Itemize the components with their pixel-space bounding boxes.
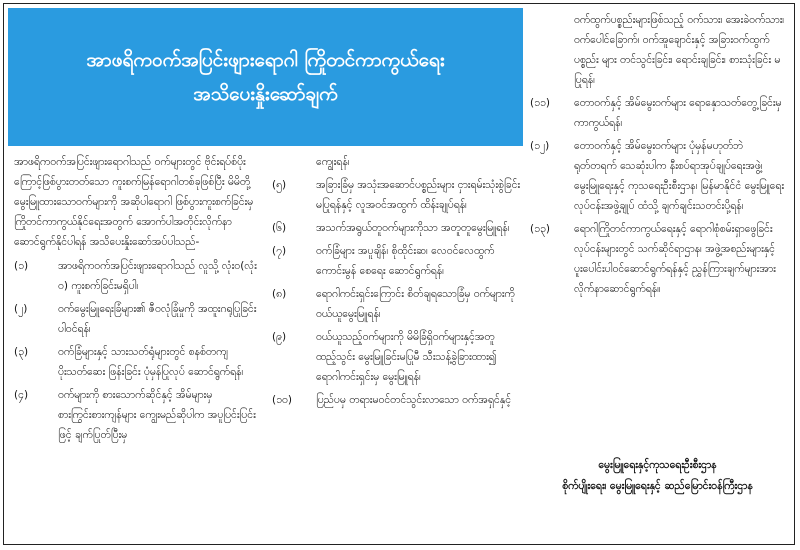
item-number: (၇) bbox=[272, 245, 287, 257]
intro-paragraph: အာဖရိကဝက်အပြင်းဖျားရောဂါသည် ဝက်များတွင် ဗိုင်းရပ်စ်ပိုး ကြောင့်ဖြစ်ပွားတတ်သော ကူးစက်မြန်ရောဂါတစ်ခုဖြစ်ပြီး မိမိတို့ မွေးမြူထားသောဝက်များကို အဆိုပါရောဂါ ဖြစ်ပွားကူးစက်ခြင်းမှ ကြိုတင်ကာကွယ်နိုင်ရေးအတွက် အောက်ပါအတိုင်းလိုက်နာ ဆောင်ရွက်နိုင်ပါရန် အသိပေးနှိုးဆော်အပ်ပါသည်- bbox=[14, 156, 254, 248]
list-item bbox=[14, 385, 264, 445]
column-3 bbox=[530, 10, 785, 302]
item-number: (၄) bbox=[14, 389, 29, 401]
list-item bbox=[272, 241, 522, 281]
item-text: ပြည်ပမှ တရားမဝင်တင်သွင်းလာသော ဝက်အရှင်နှင့် bbox=[316, 394, 512, 406]
signature-ministry: စိုက်ပျိုးရေး၊ မွေးမြူရေးနှင့် ဆည်မြောင်းဝန်ကြီးဌာန bbox=[562, 480, 753, 492]
item-text: အာဖရိကဝက်အပြင်းဖျားရောဂါသည် လူသို့ လုံးဝ(လုံးဝ) ကူးစက်ခြင်းမရှိပါ၊ bbox=[58, 260, 257, 292]
item-text: အသက်အရွယ်တူဝက်များကိုသာ အတူတူမွေးမြူရန်၊ bbox=[316, 222, 510, 234]
list-item bbox=[530, 93, 785, 133]
item-number: (၁) bbox=[14, 260, 29, 272]
title-line-2: အသိပေးနှိုးဆော်ချက် bbox=[193, 83, 338, 105]
item-text: တောဝက်နှင့် အိမ်မွေးဝက်များ ရောနှောသတ်တွေ့ခြင်းမှ ကာကွယ်ရန်၊ bbox=[574, 97, 782, 129]
list-item bbox=[14, 256, 264, 296]
item-text: ဝယ်ယူသည့်ဝက်များကို မိမိခြံရှိဝက်များနှင့်အတူ ထည့်သွင်း မွေးမြူခြင်းမပြုမီ သီးသန့်ခွဲခြားထား၍ ရောဂါကင်းရှင်းမှ မွေးမြူရန်၊ bbox=[316, 331, 497, 383]
list-item bbox=[272, 284, 522, 324]
item-text: ရောဂါကင်းရှင်းကြောင်း စိတ်ချရသောခြံမှ ဝက်များကို ဝယ်ယူမွေးမြူရန်၊ bbox=[316, 288, 515, 320]
list-item bbox=[272, 390, 522, 410]
continued-text: ဝက်ထွက်ပစ္စည်းများဖြစ်သည့် ဝက်သား၊ အေးခဲဝက်သား၊ ဝက်ပေါင်ခြောက်၊ ဝက်အူချောင်းနှင့် အခြားဝက်ထွက်ပစ္စည်း များ တင်သွင်းခြင်း၊ ရောင်းချခြင်း၊ စားသုံးခြင်း မပြုရန်၊ bbox=[574, 14, 785, 86]
signature-department: မွေးမြူရေးနှင့်ကုသရေးဦးစီးဌာန bbox=[598, 459, 717, 471]
item-number: (၁၁) bbox=[530, 97, 551, 109]
item-text: ဝက်မွေးမြူရေးခြံများ၏ ဇီဝလုံခြုံမှုကို အထူးဂရုပြုခြင်းပါဝင်ရန်၊ bbox=[58, 303, 257, 335]
title-banner bbox=[8, 8, 523, 146]
list-item bbox=[272, 175, 522, 215]
column-2 bbox=[272, 152, 522, 413]
column-1 bbox=[14, 152, 264, 448]
continued-text: ကျွေးရန်၊ bbox=[316, 156, 350, 168]
item-number: (၁၃) bbox=[530, 223, 551, 235]
item-number: (၁၀) bbox=[272, 394, 293, 406]
item-text: ဝက်ခြံများ အပူချိန်၊ စိုထိုင်းဆ၊ လေဝင်လေထွက်ကောင်းမွန် စေရေး ဆောင်ရွက်ရန်၊ bbox=[316, 245, 495, 277]
item-text: အခြားခြံမှ အသုံးအဆောင်ပစ္စည်းများ ငှားရမ်းသုံးစွဲခြင်း မပြုရန်နှင့် လူအဝင်အထွက် ထိန်းချုပ်ရန်၊ bbox=[316, 179, 521, 211]
item-text: ဝက်ခြံများနှင့် သားသတ်ရုံများတွင် စနစ်တကျ ပိုးသတ်ဆေး ဖြန်းခြင်း ပုံမှန်ပြုလုပ် ဆောင်ရွက်ရန်၊ bbox=[58, 346, 244, 378]
signature-block bbox=[530, 455, 785, 497]
item-number: (၉) bbox=[272, 331, 287, 343]
list-item bbox=[272, 327, 522, 387]
item-text: ရောဂါကြိုတင်ကာကွယ်ရေးနှင့် ရောဂါစုံစမ်းရှာဖွေခြင်း လုပ်ငန်းများတွင် သက်ဆိုင်ရာဌာန၊ အဖွဲ့အစည်းများနှင့် ပူးပေါင်းပါဝင်ဆောင်ရွက်ရန်နှင့် ညွှန်ကြားချက်များအား လိုက်နာဆောင်ရွက်ရန်။ bbox=[574, 223, 776, 295]
item-text: ဝက်များကို စားသောက်ဆိုင်နှင့် အိမ်များမှ စားကြွင်းစားကျန်များ ကျွေးမည်ဆိုပါက အပူပြင်းပြင်းဖြင့် ချက်ပြုတ်ပြီးမှ bbox=[58, 389, 256, 441]
item-text: တောဝက်နှင့် အိမ်မွေးဝက်များ ပုံမှန်မဟုတ်ဘဲ ရုတ်တရက် သေဆုံးပါက နီးစပ်ရာအုပ်ချုပ်ရေးအဖွဲ့၊ မွေးမြူရေးနှင့် ကုသရေးဦးစီးဌာန၊ မြန်မာနိုင်ငံ မွေးမြူရေးလုပ်ငန်းအဖွဲ့ချုပ် ထံသို့ ချက်ချင်းသတင်းပို့ရန်၊ bbox=[574, 140, 785, 212]
item-number: (၁၂) bbox=[530, 140, 550, 152]
title-line-1: အာဖရိကဝက်အပြင်းဖျားရောဂါ ကြိုတင်ကာကွယ်ရေး bbox=[86, 49, 445, 71]
item-number: (၂) bbox=[14, 303, 28, 315]
item-number: (၅) bbox=[272, 179, 287, 191]
list-item bbox=[530, 136, 785, 216]
list-item bbox=[14, 342, 264, 382]
item-number: (၃) bbox=[14, 346, 29, 358]
list-item bbox=[14, 299, 264, 339]
item-number: (၆) bbox=[272, 222, 287, 234]
list-item bbox=[530, 219, 785, 299]
list-item bbox=[272, 218, 522, 238]
item-number: (၈) bbox=[272, 288, 287, 300]
